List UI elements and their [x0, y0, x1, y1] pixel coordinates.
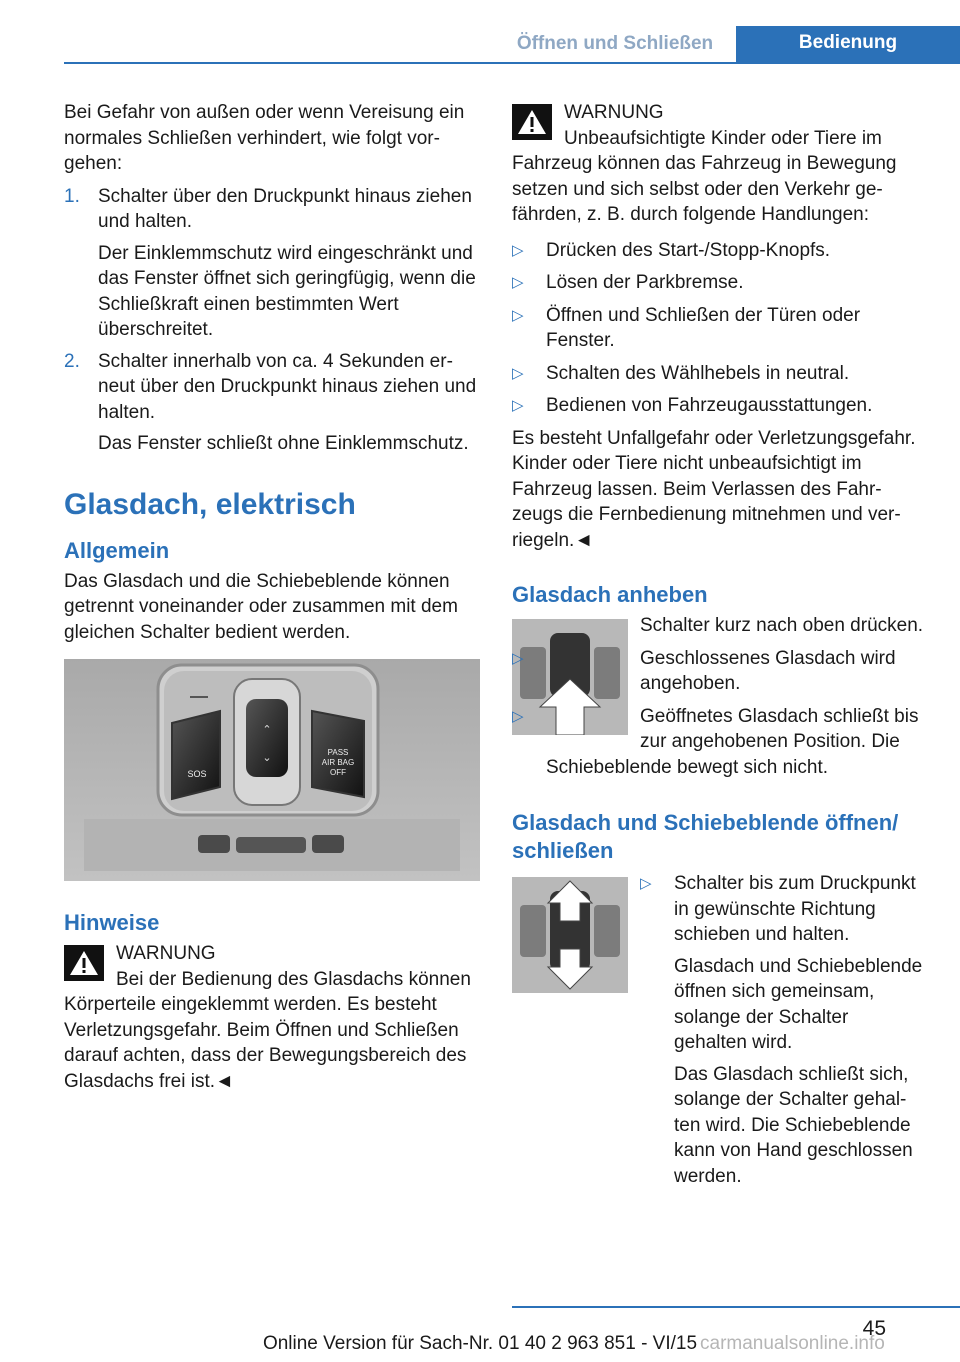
anheben-text: Schalter kurz nach oben drücken.	[640, 615, 924, 636]
right-column	[512, 100, 924, 1196]
steps-list	[64, 184, 480, 457]
intro-paragraph: Bei Gefahr von außen oder wenn Vereisung ein normales Schließen verhindert, wie folgt vorgehen:	[64, 102, 465, 174]
page-number: 45	[862, 1317, 886, 1340]
allgemein-title: Allgemein	[64, 537, 170, 563]
warning-block	[64, 941, 480, 1094]
footer-rule	[512, 1306, 960, 1308]
oeffnen-list	[640, 871, 924, 1189]
anheben-section	[512, 613, 924, 787]
roof-console-photo	[64, 659, 480, 881]
list-item: ▷ Öffnen und Schließen der Türen oder Fenster.	[512, 304, 861, 351]
warning-title: WARNUNG	[564, 102, 664, 123]
warning-triangle-icon	[64, 945, 104, 981]
anheben-title: Glasdach anheben	[512, 582, 708, 607]
actions-list	[512, 238, 924, 419]
warning-title: WARNUNG	[116, 943, 216, 964]
page-header	[0, 0, 960, 64]
pass-label-2: AIR BAG	[321, 758, 355, 767]
oeffnen-section	[512, 871, 924, 1196]
oeffnen-subtext-1: Glasdach und Schiebeblende öffnen sich gemeinsam, solange der Schalter gehalten wird.	[674, 955, 923, 1053]
warning-text: Bei der Bedienung des Glasdachs können Körperteile eingeklemmt werden. Es besteht Verletzungsgefahr. Beim Öffnen und Schließen darauf achten, dass der Bewegungsbereich des Glasdachs frei ist.◄	[64, 968, 471, 1092]
allgemein-text: Das Glasdach und die Schiebeblende können getrennt voneinander oder zusammen mit dem gleichen Schalter bedient werden.	[64, 570, 458, 643]
svg-text:⌄: ⌄	[262, 752, 272, 764]
list-item: ▷ Lösen der Parkbremse.	[512, 270, 924, 296]
list-item: ▷ Schalter bis zum Druckpunkt in gewünschte Richtung schieben und halten. Glasdach und Schiebeblende öffnen sich gemeinsam, solange der Schalter gehalten wird. Das Glasdach schließt sich, solange der Schalter gehalten wird. Die Schiebeblende kann von Hand geschlossen werden.	[640, 871, 924, 1189]
watermark: carmanualsonline.info	[700, 1333, 885, 1354]
triangle-bullet-icon: ▷	[512, 397, 524, 414]
oeffnen-title: Glasdach und Schiebeblende öffnen/ schließen	[512, 810, 899, 863]
step-text: Schalter über den Druckpunkt hinaus ziehen und halten.	[98, 185, 472, 232]
triangle-bullet-icon: ▷	[512, 707, 524, 725]
online-version-note: Online Version für Sach-Nr. 01 40 2 963 851 - VI/15	[262, 1333, 698, 1354]
triangle-bullet-icon: ▷	[512, 649, 524, 667]
header-rule	[64, 62, 960, 64]
warning-triangle-icon	[512, 104, 552, 140]
warning-text: Unbeaufsichtigte Kinder oder Tiere im Fahrzeug können das Fahrzeug in Bewegung setzen und sich selbst oder den Verkehr gefährden, z. B. durch folgende Handlungen:	[512, 127, 897, 225]
list-item: ▷ Schalten des Wählhebels in neutral.	[512, 361, 924, 387]
step-text: Schalter innerhalb von ca. 4 Sekunden erneut über den Druckpunkt hinaus ziehen und halten.	[98, 350, 477, 423]
list-item: ▷ Geöffnetes Glasdach schließt bis zur angehobenen Position. Die Schiebeblende bewegt sich nicht.	[512, 705, 919, 778]
warning-block	[512, 100, 924, 228]
anheben-list	[512, 646, 924, 781]
triangle-bullet-icon: ▷	[640, 875, 652, 892]
hinweise-title: Hinweise	[64, 910, 160, 935]
step-number: 1.	[64, 185, 80, 207]
list-item: ▷ Drücken des Start-/Stopp-Knopfs.	[512, 238, 924, 264]
step-subtext: Das Fenster schließt ohne Einklemmschutz.	[98, 433, 469, 454]
svg-text:⌃: ⌃	[262, 724, 272, 736]
triangle-bullet-icon: ▷	[512, 364, 524, 382]
warning-end: Es besteht Unfallgefahr oder Verletzungsgefahr. Kinder oder Tiere nicht unbeaufsichtigt im Fahrzeug lassen. Beim Verlassen des Fahrzeugs die Fernbedienung mitnehmen und verriegeln.◄	[512, 427, 916, 551]
triangle-bullet-icon: ▷	[512, 274, 524, 291]
section-title: Glasdach, elektrisch	[64, 487, 356, 521]
step-subtext: Der Einklemmschutz wird eingeschränkt und das Fenster öffnet sich geringfügig, wenn die Schließkraft einen bestimmten Wert überschreitet.	[98, 242, 476, 340]
triangle-bullet-icon: ▷	[512, 306, 524, 324]
step-number: 2.	[64, 350, 80, 372]
list-item	[64, 349, 480, 457]
header-chapter: Bedienung	[736, 26, 960, 62]
list-item	[64, 184, 480, 343]
pass-label-3: OFF	[330, 768, 346, 777]
pass-label-1: PASS	[327, 748, 349, 757]
left-column	[64, 100, 480, 1104]
sos-label: SOS	[187, 769, 207, 779]
header-section: Öffnen und Schließen	[516, 33, 714, 54]
triangle-bullet-icon: ▷	[512, 241, 524, 259]
list-item: ▷ Bedienen von Fahrzeugausstattungen.	[512, 393, 924, 419]
oeffnen-subtext-2: Das Glasdach schließt sich, solange der Schalter gehalten wird. Die Schiebeblende kann von Hand geschlossen werden.	[674, 1063, 913, 1187]
list-item: ▷ Geschlossenes Glasdach wird angehoben.	[512, 647, 896, 694]
switch-slide-illustration	[512, 877, 628, 993]
